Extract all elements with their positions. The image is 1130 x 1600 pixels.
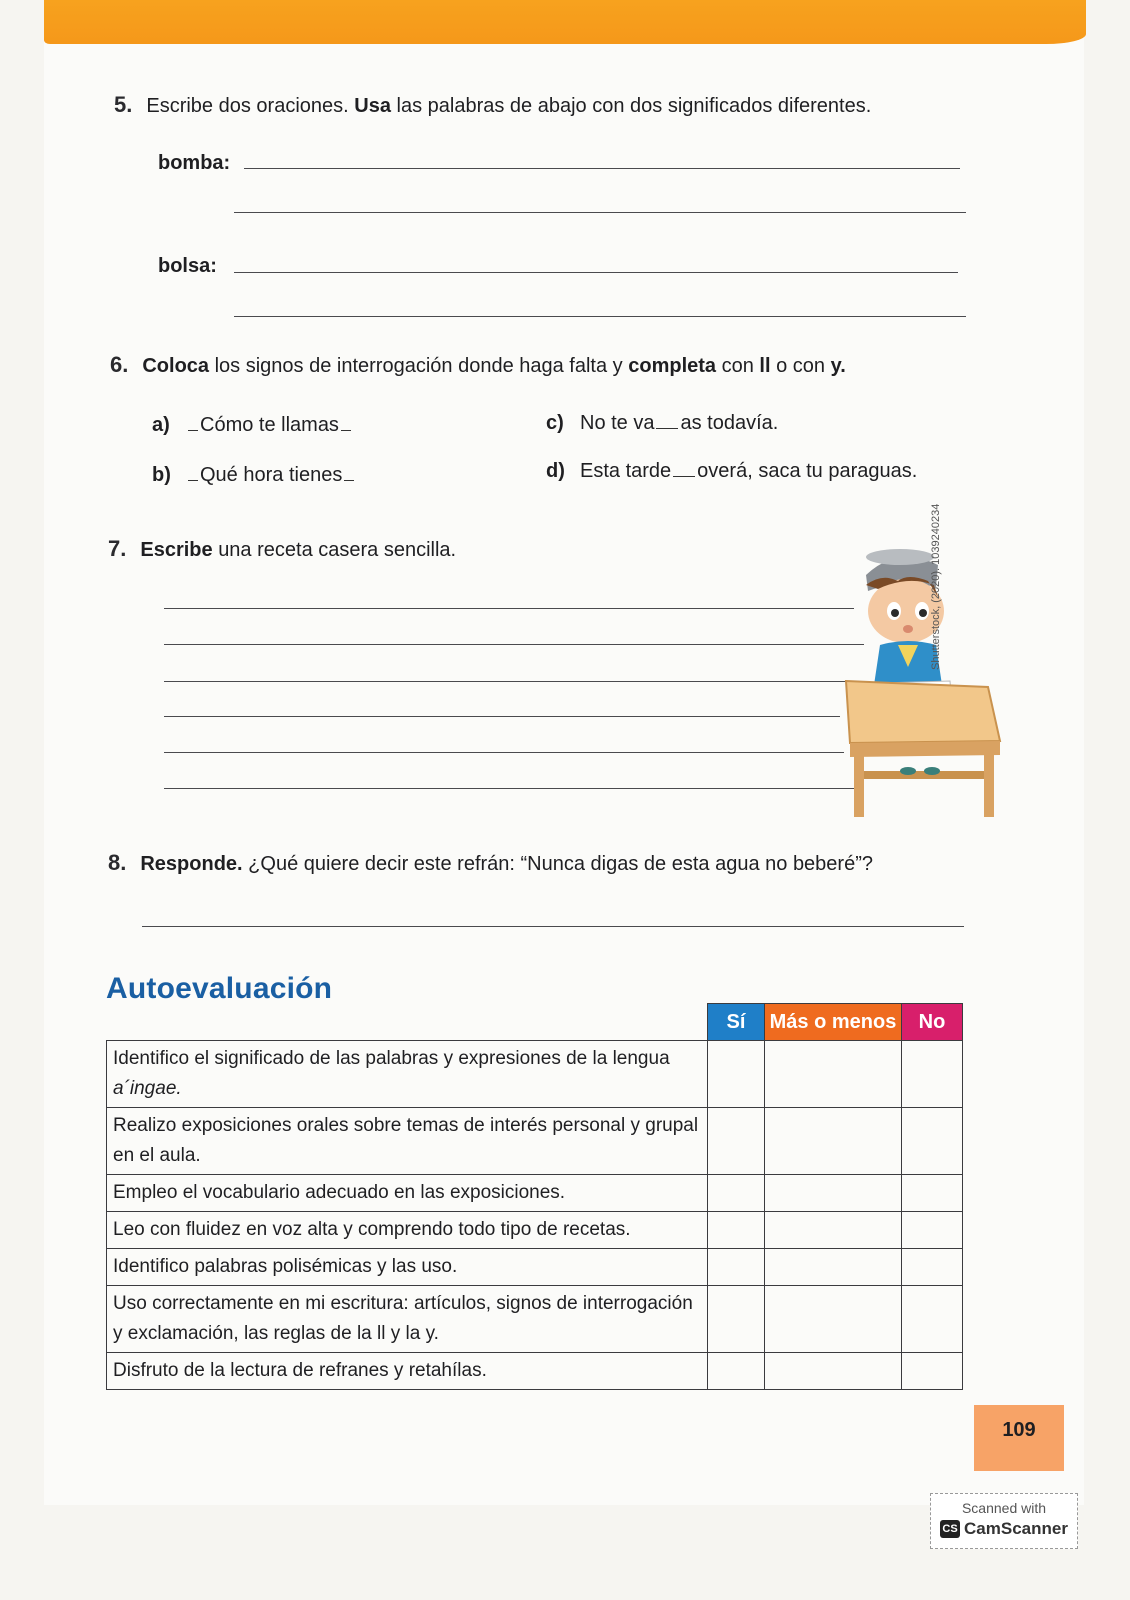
item-text: Esta tarde — [580, 460, 672, 482]
criterion-cell — [107, 1286, 708, 1353]
boy-at-desk-illustration — [838, 545, 1008, 825]
section-heading: Autoevaluación — [106, 972, 333, 1005]
question-text: ¿Qué quiere decir este refrán: “Nunca digas de esta agua no beberé”? — [248, 853, 873, 875]
answer-line[interactable] — [234, 316, 966, 317]
fill-blank[interactable] — [188, 480, 198, 481]
answer-line[interactable] — [164, 644, 864, 645]
exercise-d — [546, 460, 917, 483]
question-text: una receta casera sencilla. — [218, 539, 457, 561]
question-number: 8. — [108, 850, 127, 875]
answer-line[interactable] — [164, 681, 854, 682]
page-number: 109 — [974, 1405, 1064, 1471]
top-orange-band — [44, 0, 1086, 44]
question-text: Escribe dos oraciones. — [146, 95, 349, 117]
table-row — [107, 1108, 963, 1175]
question-number: 6. — [110, 352, 129, 377]
column-no: No — [902, 1004, 963, 1041]
scanner-caption: Scanned with — [961, 1500, 1047, 1516]
question-keyword: Usa — [354, 95, 391, 117]
self-assessment-table — [106, 1003, 963, 1390]
table-row — [107, 1041, 963, 1108]
criterion-cell — [107, 1041, 708, 1108]
table-row — [107, 1286, 963, 1353]
column-mas-o-menos: Más o menos — [765, 1004, 902, 1041]
column-si: Sí — [708, 1004, 765, 1041]
check-si[interactable] — [708, 1212, 765, 1249]
word-bomba: bomba: — [158, 152, 231, 174]
table-row — [107, 1249, 963, 1286]
question-5 — [114, 92, 871, 118]
criterion-text: Identifico el significado de las palabras y expresiones de la lengua — [113, 1048, 670, 1069]
item-text: Cómo te llamas — [200, 414, 339, 436]
answer-line[interactable] — [164, 752, 844, 753]
answer-line[interactable] — [234, 212, 966, 213]
fill-blank[interactable] — [656, 428, 678, 429]
answer-line[interactable] — [164, 716, 840, 717]
check-mas-o-menos[interactable] — [765, 1249, 902, 1286]
question-7 — [108, 536, 456, 562]
table-row — [107, 1175, 963, 1212]
table-row — [107, 1353, 963, 1390]
answer-line[interactable] — [164, 788, 854, 789]
item-text: as todavía. — [680, 412, 779, 434]
check-si[interactable] — [708, 1041, 765, 1108]
question-text: los signos de interrogación donde haga falta y — [214, 355, 623, 377]
question-number: 7. — [108, 536, 127, 561]
question-keyword: y. — [830, 355, 846, 377]
check-no[interactable] — [902, 1353, 963, 1390]
answer-line[interactable] — [142, 926, 964, 927]
criterion-cell: Identifico palabras polisémicas y las uso. — [107, 1249, 708, 1286]
item-text: Qué hora tienes — [200, 464, 343, 486]
check-mas-o-menos[interactable] — [765, 1175, 902, 1212]
criterion-text: Realizo exposiciones orales sobre temas de interés personal y grupal — [113, 1115, 699, 1136]
criterion-cell — [107, 1108, 708, 1175]
check-si[interactable] — [708, 1353, 765, 1390]
table-header-row — [107, 1004, 963, 1041]
item-letter: b) — [152, 464, 171, 486]
question-keyword: Coloca — [142, 355, 210, 377]
camscanner-logo-icon: CS — [940, 1520, 960, 1538]
item-text: overá, saca tu paraguas. — [697, 460, 918, 482]
check-no[interactable] — [902, 1041, 963, 1108]
answer-line[interactable] — [234, 272, 958, 273]
header-spacer — [107, 1004, 708, 1041]
exercise-c — [546, 412, 778, 435]
scanner-brand-text: CamScanner — [964, 1519, 1068, 1538]
question-number: 5. — [114, 92, 133, 117]
question-keyword: Responde. — [140, 853, 243, 875]
check-no[interactable] — [902, 1286, 963, 1353]
question-text: con — [721, 355, 754, 377]
check-no[interactable] — [902, 1212, 963, 1249]
check-mas-o-menos[interactable] — [765, 1041, 902, 1108]
question-8 — [108, 850, 873, 876]
fill-blank[interactable] — [188, 430, 198, 431]
question-6 — [110, 352, 846, 378]
image-credit: Shutterstock, (2020). 1039240234 — [930, 503, 942, 670]
word-bolsa: bolsa: — [158, 255, 217, 277]
exercise-a — [152, 414, 353, 437]
table-row — [107, 1212, 963, 1249]
check-no[interactable] — [902, 1108, 963, 1175]
criterion-cell: Empleo el vocabulario adecuado en las exposiciones. — [107, 1175, 708, 1212]
exercise-b — [152, 464, 356, 487]
criterion-text: y exclamación, las reglas de la ll y la y. — [113, 1323, 439, 1344]
item-text: No te va — [580, 412, 655, 434]
check-no[interactable] — [902, 1175, 963, 1212]
answer-line[interactable] — [244, 168, 960, 169]
item-letter: d) — [546, 460, 565, 482]
question-keyword: ll — [759, 355, 771, 377]
check-no[interactable] — [902, 1249, 963, 1286]
question-text: las palabras de abajo con dos significados diferentes. — [396, 95, 872, 117]
check-mas-o-menos[interactable] — [765, 1286, 902, 1353]
answer-line[interactable] — [164, 608, 854, 609]
criterion-text: en el aula. — [113, 1145, 201, 1166]
check-si[interactable] — [708, 1108, 765, 1175]
question-keyword: completa — [628, 355, 717, 377]
question-keyword: Escribe — [140, 539, 213, 561]
item-letter: a) — [152, 414, 170, 436]
criterion-cell: Leo con fluidez en voz alta y comprendo todo tipo de recetas. — [107, 1212, 708, 1249]
criterion-text: Uso correctamente en mi escritura: artículos, signos de interrogación — [113, 1293, 693, 1314]
criterion-text: a´ingae. — [113, 1078, 182, 1099]
check-mas-o-menos[interactable] — [765, 1353, 902, 1390]
check-si[interactable] — [708, 1286, 765, 1353]
check-si[interactable] — [708, 1175, 765, 1212]
camscanner-watermark — [930, 1493, 1078, 1549]
question-text: o con — [776, 355, 826, 377]
check-mas-o-menos[interactable] — [765, 1108, 902, 1175]
check-mas-o-menos[interactable] — [765, 1212, 902, 1249]
item-letter: c) — [546, 412, 564, 434]
fill-blank[interactable] — [341, 430, 351, 431]
fill-blank[interactable] — [673, 476, 695, 477]
scanner-brand — [931, 1519, 1077, 1539]
check-si[interactable] — [708, 1249, 765, 1286]
criterion-cell: Disfruto de la lectura de refranes y retahílas. — [107, 1353, 708, 1390]
fill-blank[interactable] — [344, 480, 354, 481]
